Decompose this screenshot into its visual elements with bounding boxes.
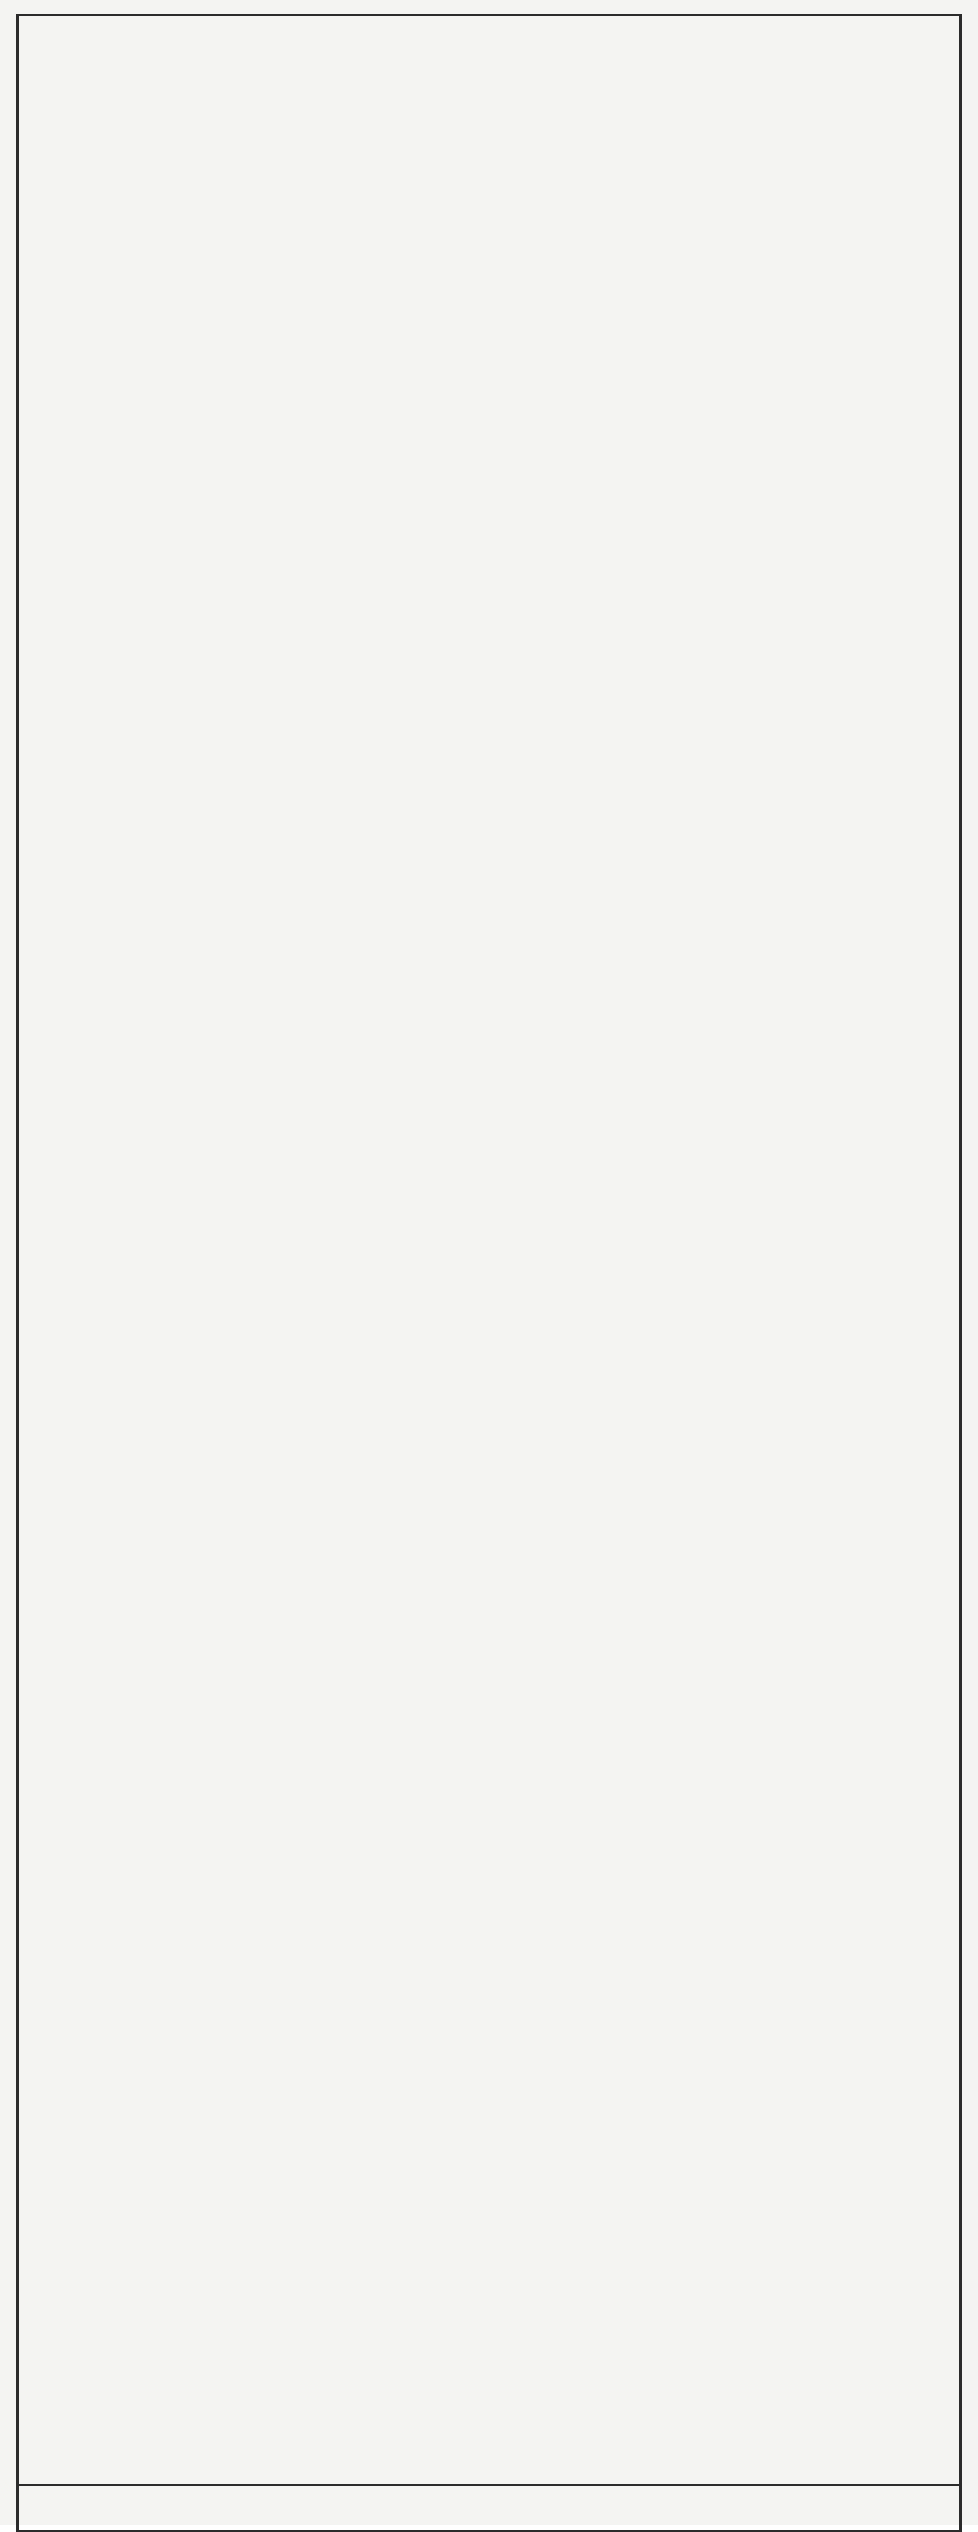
notice-closing-text bbox=[33, 2272, 945, 2392]
notice-body-text bbox=[33, 26, 945, 2266]
notice-frame bbox=[16, 14, 962, 2484]
